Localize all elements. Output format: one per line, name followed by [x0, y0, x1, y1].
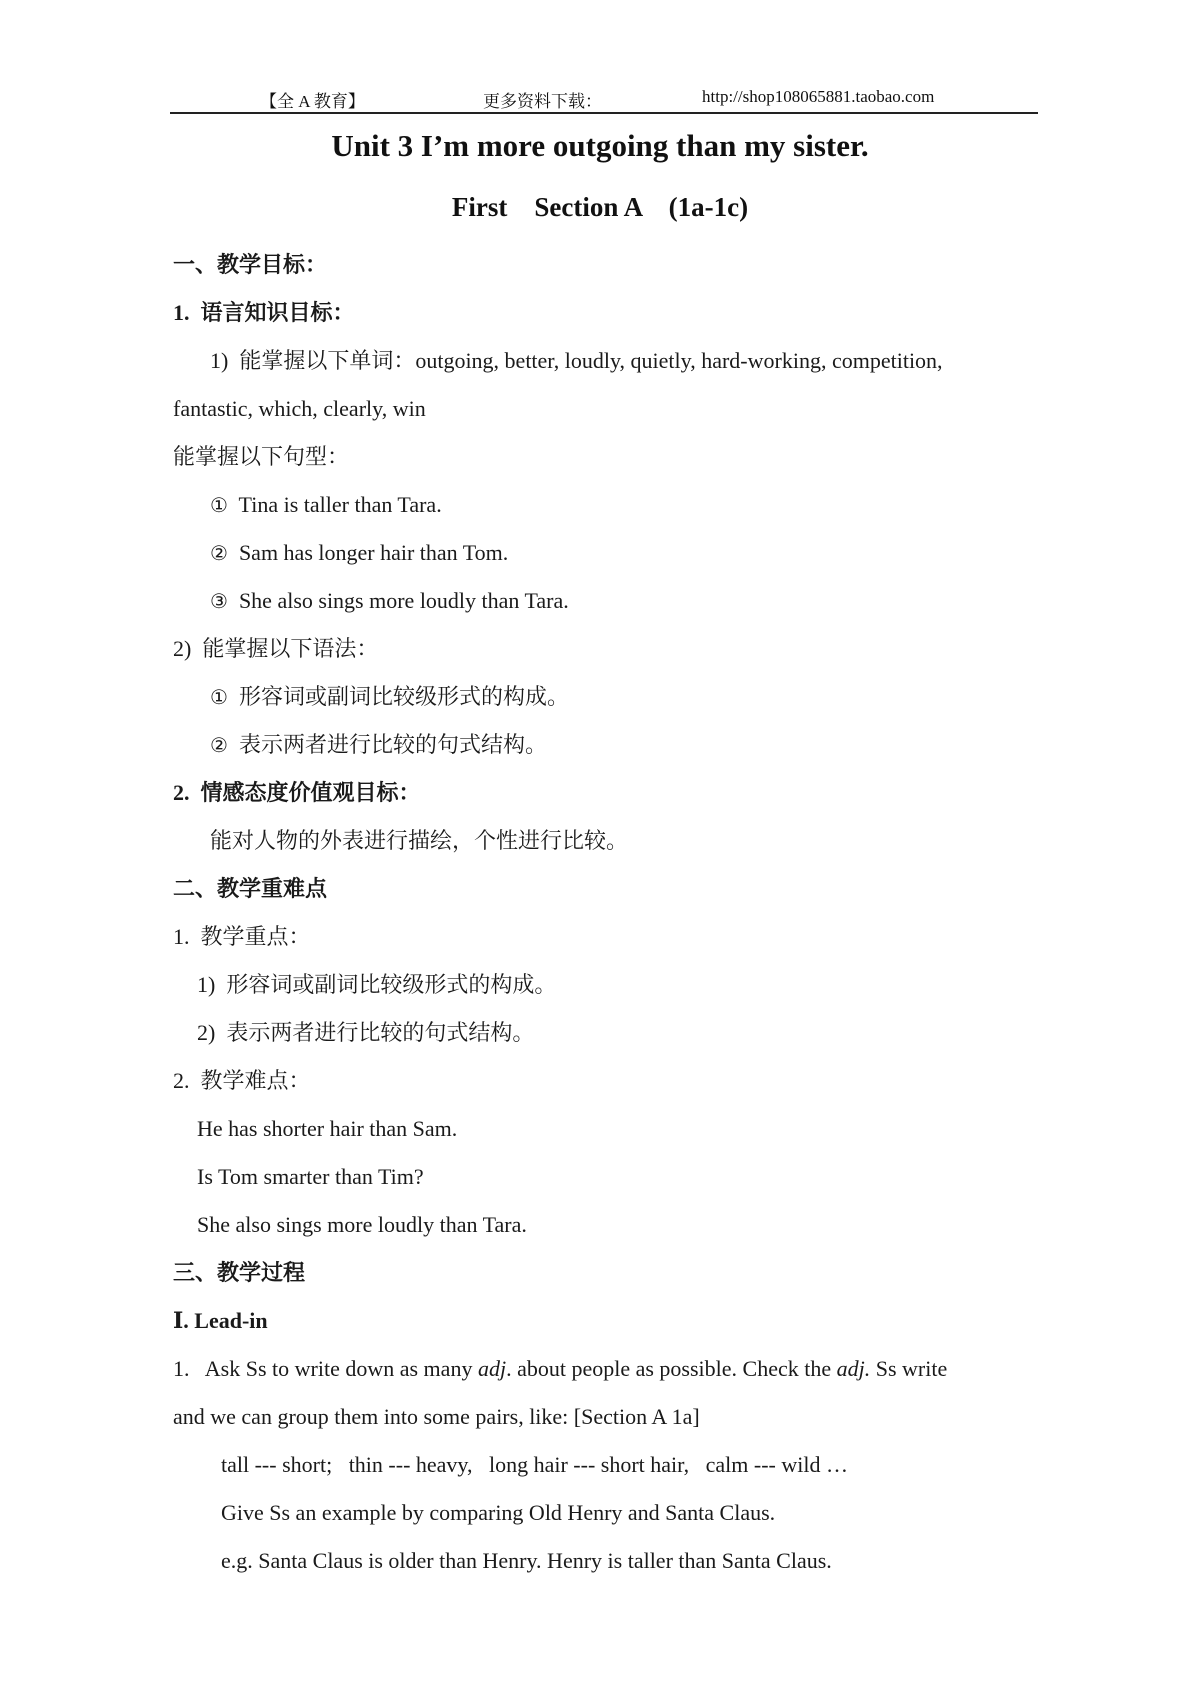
page-title: Unit 3 I’m more outgoing than my sister.	[331, 128, 869, 163]
key-point-item: 1) 形容词或副词比较级形式的构成。	[197, 972, 557, 997]
grammar-label: 2) 能掌握以下语法：	[173, 636, 379, 661]
heading-key-difficult-points: 二、教学重难点	[173, 876, 328, 901]
heading-teaching-process: 三、教学过程	[173, 1260, 306, 1285]
header-url-link[interactable]: http://shop108065881.taobao.com	[702, 87, 935, 106]
grammar-item	[210, 730, 547, 760]
heading-affective-objectives: 2. 情感态度价值观目标：	[173, 780, 421, 805]
adj-term: adj	[477, 1356, 507, 1381]
affective-objective-text: 能对人物的外表进行描绘，个性进行比较。	[210, 828, 629, 853]
adjective-pairs: tall --- short; thin --- heavy, long hair --- short hair, calm --- wild …	[221, 1452, 848, 1477]
header-brand: 【全 A 教育】	[260, 92, 365, 111]
difficult-points-label: 2. 教学难点：	[173, 1068, 311, 1093]
adj-term: adj.	[836, 1356, 871, 1381]
page-header	[170, 84, 1038, 114]
step-text: Ss write	[870, 1356, 948, 1381]
grammar-marker: ②	[210, 733, 228, 757]
example-intro: Give Ss an example by comparing Old Henry and Santa Claus.	[221, 1500, 776, 1525]
step-text: . about people as possible. Check the	[506, 1356, 837, 1381]
pattern-text: Sam has longer hair than Tom.	[238, 540, 509, 565]
pattern-item	[210, 490, 442, 520]
difficult-point-item: He has shorter hair than Sam.	[197, 1116, 458, 1141]
difficult-point-item: She also sings more loudly than Tara.	[197, 1212, 527, 1237]
vocab-line-2: fantastic, which, clearly, win	[173, 396, 426, 421]
heading-language-objectives: 1. 语言知识目标：	[173, 300, 355, 325]
lead-in-step-1	[173, 1354, 947, 1384]
pattern-marker: ②	[210, 541, 228, 565]
pattern-item	[210, 538, 508, 568]
pattern-marker: ③	[210, 589, 228, 613]
key-points-label: 1. 教学重点：	[173, 924, 311, 949]
example-sentence: e.g. Santa Claus is older than Henry. Henry is taller than Santa Claus.	[221, 1548, 832, 1573]
patterns-label: 能掌握以下句型：	[173, 444, 350, 469]
key-point-item: 2) 表示两者进行比较的句式结构。	[197, 1020, 535, 1045]
heading-teaching-objectives: 一、教学目标：	[173, 252, 328, 277]
difficult-point-item: Is Tom smarter than Tim?	[197, 1164, 424, 1189]
step-text: 1. Ask Ss to write down as many	[173, 1356, 478, 1381]
grammar-text: 表示两者进行比较的句式结构。	[238, 732, 547, 757]
header-download-label: 更多资料下载：	[483, 92, 602, 111]
pattern-item	[210, 586, 569, 616]
pattern-marker: ①	[210, 493, 228, 517]
grammar-text: 形容词或副词比较级形式的构成。	[238, 684, 569, 709]
vocab-line-1: 1) 能掌握以下单词：outgoing, better, loudly, quietly, hard-working, competition,	[210, 348, 943, 373]
pattern-text: Tina is taller than Tara.	[238, 492, 442, 517]
lead-in-step-1-cont: and we can group them into some pairs, like: [Section A 1a]	[173, 1404, 700, 1429]
lead-in-heading: Ⅰ. Lead-in	[173, 1308, 268, 1333]
grammar-marker: ①	[210, 685, 228, 709]
grammar-item	[210, 682, 569, 712]
section-subtitle: First Section A (1a-1c)	[451, 192, 749, 222]
pattern-text: She also sings more loudly than Tara.	[238, 588, 569, 613]
